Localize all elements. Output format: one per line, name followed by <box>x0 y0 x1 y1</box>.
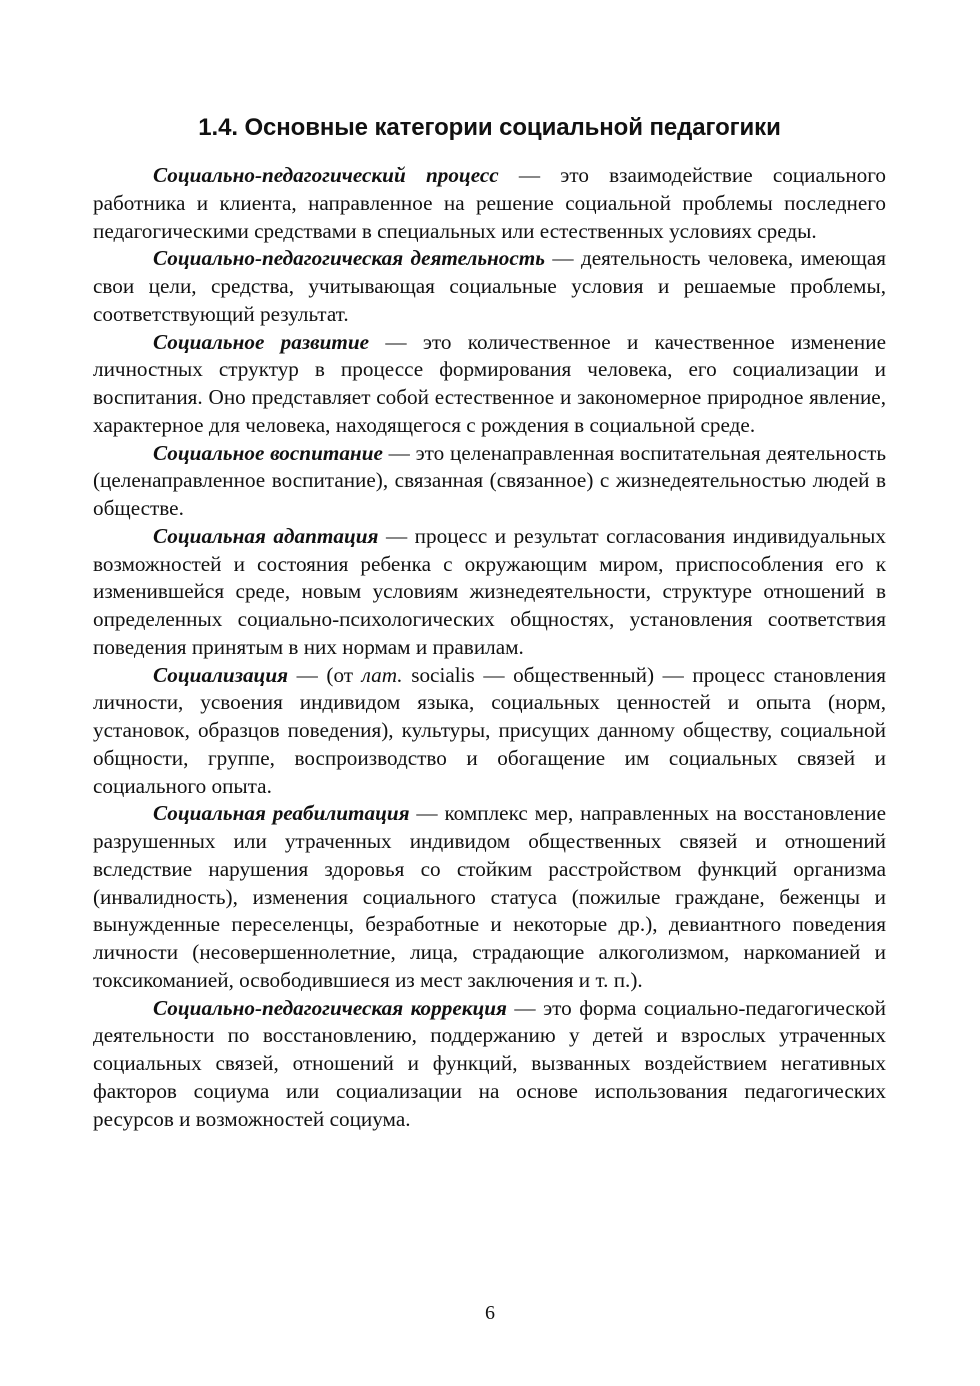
definition-paragraph-development <box>93 329 886 440</box>
definition-paragraph-upbringing <box>93 440 886 523</box>
term: Социально-педагогический процесс <box>153 163 499 187</box>
definition-text: — это количественное и качественное изменение личностных структур в процессе формирования человека, его социализации и воспитания. Оно представляет собой естественное и закономерное природное явление, характерное для человека, находящегося с рождения в социальной среде. <box>93 329 886 437</box>
page-number: 6 <box>485 1302 495 1324</box>
definition-text: — деятельность человека, имеющая свои цели, средства, учитывающая социальные условия и решаемые проблемы, соответствующий результат. <box>93 246 886 326</box>
definition-text: — процесс и результат согласования индивидуальных возможностей и состояния ребенка с окружающим миром, приспособления его к изменившейся среде, новым условиям жизнедеятельности, структуре отношений в определенных социально-психологических общностях, установления соответствия поведения принятым в них нормам и правилам. <box>93 523 886 659</box>
definition-text: — это целенаправленная воспитательная деятельность (целенаправленное воспитание), связанная (связанное) с жизнедеятельностью людей в обществе. <box>93 440 887 520</box>
definition-text: — это взаимодействие социального работника и клиента, направленное на решение социальной проблемы последнего педагогическими средствами в специальных или естественных условиях среды. <box>93 163 887 243</box>
definition-paragraph-socialization <box>93 662 886 801</box>
definition-text: socialis — общественный) — процесс становления личности, усвоения индивидом языка, социальных ценностей и опыта (норм, установок, образцов поведения), культуры, присущих данному обществу, социальной общности, группе, воспроизводство и обогащение им социальных связей и социального опыта. <box>93 662 886 798</box>
term: Социальное развитие <box>153 329 370 354</box>
definition-paragraph-rehabilitation <box>93 800 886 994</box>
page-content <box>93 112 886 1133</box>
term: Социально-педагогическая деятельность <box>153 246 545 271</box>
definition-paragraph-adaptation <box>93 523 886 662</box>
definition-paragraph-process <box>93 162 886 245</box>
term: Социализация <box>153 662 289 687</box>
definition-paragraph-correction <box>93 995 886 1134</box>
latin-abbrev: лат. <box>361 662 403 687</box>
term: Социально-педагогическая коррекция <box>153 995 507 1020</box>
definition-text: — комплекс мер, направленных на восстановление разрушенных или утраченных индивидом общественных связей и отношений вследствие нарушения здоровья со стойким расстройством функций организма (инвалидность), изменения социального статуса (пожилые граждане, беженцы и вынужденные переселенцы, безработные и некоторые др.), девиантного поведения личности (несовершеннолетние, лица, страдающие алкоголизмом, наркоманией и токсикоманией, освободившиеся из мест заключения и т. п.). <box>93 801 886 992</box>
term: Социальная адаптация <box>153 523 379 548</box>
definition-text: — это форма социально-педагогической деятельности по восстановлению, поддержанию у детей и взрослых утраченных социальных связей, отношений и функций, вызванных воздействием негативных факторов социума или социализации на основе использования педагогических ресурсов и возможностей социума. <box>93 995 886 1131</box>
definition-paragraph-activity <box>93 245 886 328</box>
section-title: 1.4. Основные категории социальной педагогики <box>198 114 781 141</box>
definition-pre: — (от <box>288 662 362 687</box>
term: Социальное воспитание <box>153 440 383 465</box>
term: Социальная реабилитация <box>153 801 410 826</box>
